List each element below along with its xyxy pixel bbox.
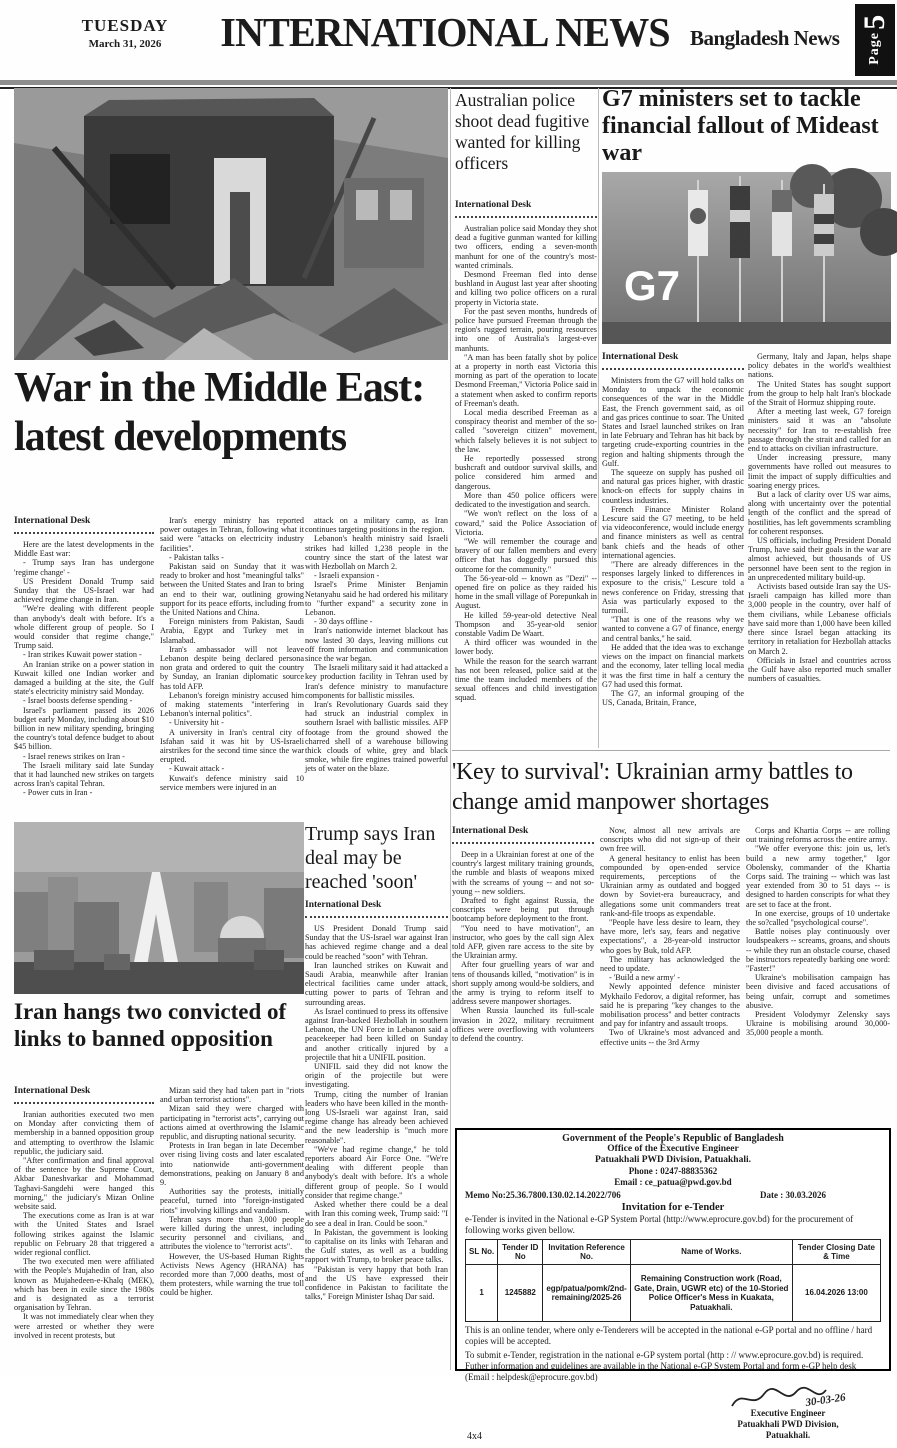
rule-thick [0,80,897,85]
tender-note-2: To submit e-Tender, registration in the national e-GP system portal (http : // www.eprocure.gov.bd) is required. Futher information and guidelines are available in the National e-GP System Portal and form e-GP help desk (Email : helpdesk@eprocure.gov.bd) [465,1350,864,1382]
paragraph: Desmond Freeman fled into dense bushland in August last year after shooting and killing two police officers on a rural property in Victoria state. [455,270,597,307]
tehran-skyline-photo [14,822,304,994]
paragraph: Asked whether there could be a deal with Iran this coming week, Trump said: "I do see a deal in Iran. Could be soon." [305,1200,448,1228]
paragraph: Trump, citing the number of Iranian leaders who have been killed in the month-long US-Israeli war against Iran, said regime change has already been achieved and the new leadership is "much more reasonable". [305,1089,448,1145]
paragraph: However, the US-based Human Rights Activists News Agency (HRANA) has recorded more than 7,000 deaths, most of them protesters, while warning the true toll could be higher. [160,1251,304,1298]
paragraph: Officials in Israel and countries across the Gulf have also reported much smaller numbers of casualties. [748,655,891,684]
tender-title: Invitation for e-Tender [621,1202,725,1213]
paragraph: Ministers from the G7 will hold talks on Monday to unpack the economic consequences of the war in the Middle East, the French government said, as oil and gas prices continue to soar. The United States and Israel launched strikes on Iran in late February and Tehran has hit back by targeting crude-exporting countries in the region and halting shipments through the Gulf. [602,376,744,468]
tender-corner-mark: 4x4 [467,1431,482,1442]
g7-column-2 [748,352,891,746]
paragraph: The Israeli military said late Sunday that it had launched new strikes on targets across Iran's capital Tehran. [14,760,154,789]
paragraph: The executions come as Iran is at war with the United States and Israel following strikes against the Islamic republic on February 28 that triggered a wider regional conflict. [14,1211,154,1258]
tender-col-sl: SL No. [466,1240,498,1265]
tender-date: Date : 30.03.2026 [760,1190,826,1200]
paragraph: "Pakistan is very happy that both Iran and the US have expressed their confidence in Pakistan to facilitate the talks," Foreign Minister Ishaq Dar said. [305,1264,448,1302]
paragraph: Mizan said they had taken part in "riots and urban terrorist actions". [160,1086,304,1105]
paragraph: "People have less desire to learn, they have more, let's say, fears and negative expectations", a 28-year-old instructor who goes by Buk, told AFP. [600,918,740,955]
tender-email: Email : ce_patua@pwd.gov.bd [614,1177,732,1187]
paragraph: Israel's parliament passed its 2026 budget early Monday, including about $10 billion in new military spending, bringing the country's total defence budget to about $45 billion. [14,705,154,752]
paragraph: A general hesitancy to enlist has been compounded by open-ended service requirements, perceptions of the Ukrainian army as outdated and bogged down by Soviet-era bureaucracy, and allegations some unit commanders treat rank-and-file troops as expendable. [600,853,740,918]
paragraph: Ukraine's mobilisation campaign has been divisive and faced accusations of being unfair, corrupt and sometimes abusive. [746,973,890,1010]
tender-cell-ref: egp/patua/pomk/2nd-remaining/2025-26 [543,1265,630,1322]
tender-intro: e-Tender is invited in the National e-GP System Portal (http://www.eprocure.gov.bd) for the procurement of following works given bellow. [465,1214,854,1235]
paragraph: The Israeli military said it had attacked a key production facility in Tehran used by Iran's defence ministry to manufacture components for ballistic missiles. [305,663,448,700]
paragraph: A third officer was wounded in the lower body. [455,638,597,657]
tender-office-line: Office of the Executive Engineer [607,1144,739,1154]
paragraph: As Israel continued to press its offensive against Iran-backed Hezbollah in southern Lebanon, the UN Force in Lebanon said a peacekeeper had been killed on Sunday and another critically injured by a projectile that hit a UNIFIL position. [305,1006,448,1062]
g7-photo-overlay-text: G7 [624,262,681,309]
ukraine-column-1 [452,850,594,1122]
tender-memo-no: Memo No:25.36.7800.130.02.14.2022/706 [465,1190,621,1200]
g7-column-1 [602,376,744,746]
paragraph: French Finance Minister Roland Lescure said the G7 meeting, to be held via videoconference, would include energy and finance ministers as well as central bank chiefs and the heads of other international agencies. [602,504,744,560]
paragraph: Local media described Freeman as a conspiracy theorist and member of the so-called "sovereign citizen" movement, which falsely believes it is not subject to the law. [455,408,597,454]
page-title: INTERNATIONAL NEWS [220,9,670,55]
paragraph: Lebanon's foreign ministry accused him of making statements "interfering in Lebanon's internal politics". [160,690,304,719]
australia-headline: Australian police shoot dead fugitive wanted for killing officers [455,90,590,173]
war-headline: War in the Middle East: latest developments [14,365,425,460]
paragraph: Australian police said Monday they shot dead a fugitive gunman wanted for killing two officers, ending a seven-month manhunt for one of the country's most-wanted criminals. [455,224,597,270]
signature-division: Patuakhali PWD Division, [737,1419,839,1429]
page-number: 5 [858,15,891,31]
paragraph: Iran launched strikes on Kuwait and Saudi Arabia, meanwhile after Iranian electrical facilities came under attack, cutting power to parts of Tehran and surrounding areas. [305,960,448,1007]
paragraph: Iran's ambassador will not leave Lebanon despite being declared persona non grata and ordered to quit the country by Sunday, an Iranian diplomatic source has told AFP. [160,644,304,691]
tender-table-row [466,1265,881,1322]
paragraph: Iran's nationwide internet blackout has now lasted 30 days, leaving millions cut off from information and communication since the war began. [305,626,448,664]
paragraph: While the reason for the search warrant has not been released, police said at the time the team included members of the sexual offences and child investigation squad. [455,656,597,703]
paragraph: President Volodymyr Zelensky says Ukraine is mobilising around 30,000-35,000 people a month. [746,1010,890,1038]
paragraph: - Power cuts in Iran - [23,788,93,798]
war-damage-photo [14,88,448,360]
newspaper-brand: Bangladesh News [690,26,840,50]
paragraph: After a meeting last week, G7 foreign ministers said it was an "absolute necessity" for Iran to re-establish free passage through the strait and called for an end to attacks on civilian infrastructure. [748,407,891,454]
tender-table-header-row [466,1240,881,1265]
paragraph: Iranian authorities executed two men on Monday after convicting them of membership in a banned opposition group and attempting to overthrow the Islamic republic, the judiciary said. [14,1110,154,1156]
ukraine-column-3 [746,826,890,1122]
tender-cell-closing: 16.04.2026 13:00 [792,1265,880,1322]
tender-col-closing: Tender Closing Date & Time [792,1240,880,1265]
signature-place: Patuakhali. [765,1430,811,1440]
paragraph: Kuwait's defence ministry said 10 service members were injured in an [160,773,304,792]
paragraph: Protests in Iran began in late December over rising living costs and later escalated into nationwide anti-government demonstrations, peaking on January 8 and 9. [160,1141,304,1188]
paragraph: A university in Iran's central city of Isfahan said it was hit by US-Israeli airstrikes for the second time since the war erupted. [160,727,304,765]
paragraph: - Pakistan talks - [169,552,224,562]
paragraph: Drafted to fight against Russia, the conscripts were being put through bootcamp before deployment to the front. [452,896,594,924]
paragraph: Mizan said they were charged with participating in "terrorist acts", carrying out actions aimed at overthrowing the Islamic republic, and disrupting national security. [160,1104,304,1142]
signature-title: Executive Engineer [750,1408,826,1418]
paragraph: US officials, including President Donald Trump, have said their goals in the war are almost achieved, but thousands of US personnel have been sent to the region in an unprecedented military build-up. [748,536,891,582]
paragraph: The military has acknowledged the need to update. [600,954,740,974]
paragraph: "There are already differences in the responses largely linked to differences in exposure to the crisis," Lescure told a news conference on Friday, stressing that Asia was particularly exposed to the turmoil. [602,560,744,616]
masthead [0,0,897,78]
paragraph: Two of Ukraine's most advanced and effective units -- the 3rd Army [600,1028,740,1047]
paragraph: Activists based outside Iran say the US-Israeli campaign has killed more than 3,000 people in the country, over half of them civilians, while Lebanese officials have said more than 1,000 have been killed there since Israel began attacking its territory in retaliation for Hezbollah attacks on March 2. [748,582,891,656]
paragraph: - 30 days offline - [314,617,373,627]
paragraph: For the past seven months, hundreds of police have pursued Freeman through the region's rugged terrain, pouring resources into one of Australia's largest-ever manhunts. [455,306,597,353]
paragraph: - Kuwait attack - [169,764,225,774]
paragraph: - Iran strikes Kuwait power station - [23,650,142,660]
paragraph: Pakistan said on Sunday that it was ready to broker and host "meaningful talks" between the United States and Iran to bring an end to their war, outlining growing support for its peace efforts, including from the United Nations and China. [160,562,304,618]
paragraph: He killed 59-year-old detective Neal Thompson and 35-year-old senior constable Vadim De Waart. [455,610,597,638]
paragraph: - 'Build a new army' - [609,973,680,983]
masthead-date: March 31, 2026 [88,38,162,50]
war-byline: International Desk [14,516,154,534]
paragraph: It was not immediately clear when they were arrested or whether they were involved in recent protests, but [14,1312,154,1340]
paragraph: Deep in a Ukrainian forest at one of the country's largest military training grounds, the rumble and blasts of weapons mixed with the screams of young -- and not so-young -- new soldiers. [452,850,594,896]
tender-gov-line: Government of the People's Republic of Bangladesh [562,1133,784,1144]
tender-col-works: Name of Works. [630,1240,792,1265]
ukraine-headline: 'Key to survival': Ukrainian army battles to change amid manpower shortages [452,759,853,815]
tender-col-ref: Invitation Reference No. [543,1240,630,1265]
paragraph: Battle noises play continuously over loudspeakers -- screams, groans, and shouts -- while they run an obstacle course, chased be instructors repeatedly barking one word: "Faster!" [746,927,890,974]
paragraph: Now, almost all new arrivals are conscripts who did not sign-up of their own free will. [600,826,740,854]
tender-cell-id: 1245882 [498,1265,543,1322]
paragraph: But a lack of clarity over US war aims, along with uncertainty over the potential length of the conflict and the spread of hostilities, has left governments scrambling for coherent responses. [748,490,891,536]
paragraph: US President Donald Trump said Sunday that the US-Israel war had achieved regime change in Iran. [14,576,154,605]
paragraph: After four gruelling years of war and tens of thousands killed, "motivation" is in short supply among would-be soldiers, and the army is trying to reform itself to address severe manpower shortages. [452,960,594,1007]
paragraph: attack on a military camp, as Iran continues targeting positions in the region. [305,516,448,535]
page-number-box [855,4,895,76]
paragraph: "After confirmation and final approval of the sentence by the Supreme Court, Akbar Daneshvarkar and Mohammad Taghavi-Sangdehi were hanged this morning," the judiciary's Mizan Online website said. [14,1156,154,1212]
paragraph: "You need to have motivation", an instructor, who goes by the call sign Alex told AFP, given rare access to the site by the Ukrainian army. [452,923,594,961]
paragraph: US President Donald Trump said Sunday that the US-Israel war against Iran has achieved regime change and a deal could be reached "soon" with Tehran. [305,924,448,961]
paragraph: "We will remember the courage and bravery of our fallen members and every officer that has doggedly pursued this outcome for the community." [455,536,597,574]
paragraph: Israel's Prime Minister Benjamin Netanyahu said he had ordered his military to "further expand" a security zone in Lebanon. [305,580,448,618]
tender-signature-block [713,1386,863,1441]
g7-byline: International Desk [602,352,744,370]
paragraph: "That is one of the reasons why we wanted to convene a G7 of finance, energy and central banks," he said. [602,615,744,643]
signature-handwritten-date: 30-03-26 [804,1391,847,1409]
tender-division-line: Patuakhali PWD Division, Patuakhali. [595,1155,751,1165]
tender-phone: Phone : 0247-88835362 [628,1166,718,1176]
column-divider-left [450,88,451,1370]
g7-flags-photo [602,172,891,344]
paragraph: - Israeli expansion - [314,571,380,581]
tender-notice [455,1128,891,1442]
paragraph: Germany, Italy and Japan, helps shape policy debates in the world's wealthiest nations. [748,352,891,380]
paragraph: "We offer everyone this: join us, let's build a new army together," Igor Obolensky, commander of the Khartia Corps said. The training -- which was last year extended from 30 to 51 days -- is designed to harden conscripts for what they are set to face at the front. [746,844,890,909]
ukraine-column-2 [600,826,740,1122]
tehran-skyline-photo-art [14,822,304,994]
paragraph: "We won't reflect on the loss of a coward," said the Police Association of Victoria. [455,509,597,537]
trump-column [305,924,448,1370]
paragraph: In Pakistan, the government is looking to capitalise on its links with Teharan and the Gulf states, as well as a budding rapport with Trump, to broker peace talks. [305,1227,448,1265]
tender-cell-works: Remaining Construction work (Road, Gate, Drain, UGWR etc) of the 10-Storied Police Officer's Mess in Kuakata, Patuakhali. [630,1265,792,1322]
column-divider-mid [598,88,599,748]
war-damage-photo-art [14,88,448,360]
masthead-date-block [50,16,200,50]
paragraph: "We're dealing with different people than anybody's dealt with before. It's a whole different group of people. So I would consider that regime change," Trump said. [14,604,154,651]
iran-hangs-byline: International Desk [14,1086,154,1104]
paragraph: When Russia launched its full-scale invasion in 2022, military recruitment offices were overflowing with volunteers to defend the country. [452,1006,594,1044]
paragraph: The G7, an informal grouping of the US, Canada, Britain, France, [602,688,744,708]
paragraph: Authorities say the protests, initially peaceful, turned into "foreign-instigated riots" involving killings and vandalism. [160,1187,304,1215]
war-column-2 [160,516,304,820]
paragraph: - Israel boosts defense spending - [23,696,133,706]
trump-headline: Trump says Iran deal may be reached 'soon' [305,823,436,893]
tender-table [465,1239,881,1322]
paragraph: Under increasing pressure, many governments have rolled out measures to limit the impact of supply difficulties and soaring energy prices. [748,453,891,490]
paragraph: UNIFIL said they did not know the origin of the projectile but were investigating. [305,1062,448,1090]
paragraph: In one exercise, groups of 10 undertake the so?called "psychological course". [746,908,890,928]
paragraph: Foreign ministers from Pakistan, Saudi Arabia, Egypt and Turkey met in Islamabad. [160,617,304,645]
page-word: Page [867,32,882,65]
paragraph: More than 450 police officers were dedicated to the investigation and search. [455,490,597,510]
paragraph: Iran's energy ministry has reported power outages in Tehran, following what it said were "attacks on electricity industry facilities". [160,516,304,553]
page-number-label [860,15,890,65]
paragraph: Tehran says more than 3,000 people were killed during the unrest, including security personnel and civilians, and attributes the violence to "terrorist acts". [160,1214,304,1252]
g7-flags-photo-art [602,172,891,344]
trump-byline: International Desk [305,900,448,918]
paragraph: He reportedly possessed strong bushcraft and outdoor survival skills, and police considered him armed and dangerous. [455,454,597,491]
paragraph: "We've had regime change," he told reporters aboard Air Force One. "We're dealing with different people than anybody's dealt with before. It's a whole different group of people. So I would consider that regime change." [305,1144,448,1200]
tender-col-id: Tender ID No [498,1240,543,1265]
paragraph: The two executed men were affiliated with the People's Mujahedin of Iran, also known as Mujahedeen-e-Khalq (MEK), which has been in exile since the 1980s and is designated as a terrorist organisation by Tehran. [14,1257,154,1313]
iran-hangs-column-2 [160,1086,304,1370]
paragraph: "A man has been fatally shot by police at a property in north east Victoria this morning as part of the operation to locate Desmond Freeman," Victoria Police said in a statement when asked to confirm reports of Freeman's death. [455,352,597,408]
iran-hangs-headline: Iran hangs two convicted of links to banned opposition [14,999,287,1051]
paragraph: - Israel renews strikes on Iran - [23,751,125,761]
paragraph: Newly appointed defence minister Mykhailo Fedorov, a digital reformer, has said he is preparing "key changes to the mobilisation process" and better contracts and pay for infantry and assault troops. [600,982,740,1029]
ukraine-byline: International Desk [452,826,594,844]
paragraph: - University hit - [169,718,224,728]
paragraph: Corps and Khartia Corps -- are rolling out training reforms across the entire army. [746,826,890,845]
masthead-day: TUESDAY [81,16,169,35]
paragraph: Iran's Revolutionary Guards said they had struck an industrial complex in southern Israel with ballistic missiles. AFP footage from the ground showed the charred shell of a warehouse billowing thick clouds of white, grey and black smoke, while fire engines trained powerful jets of water on the blaze. [305,700,448,774]
paragraph: He added that the idea was to exchange views on the impact on financial markets and the economy, later telling local media it was the first time in half a century the G7 had used this format. [602,642,744,689]
section-divider [452,750,890,751]
paragraph: The squeeze on supply has pushed oil and natural gas prices higher, with drastic knock-on effects for supply chains in countless industries. [602,468,744,505]
g7-headline: G7 ministers set to tackle financial fallout of Mideast war [602,86,879,166]
tender-cell-sl: 1 [466,1265,498,1322]
paragraph: An Iranian strike on a power station in Kuwait killed one Indian worker and damaged a building at the site, the Gulf state's electricity ministry said Monday. [14,659,154,697]
paragraph: - Trump says Iran has undergone 'regime change' - [14,558,154,577]
war-column-3 [305,516,448,816]
iran-hangs-column-1 [14,1110,154,1370]
australia-column [455,224,597,746]
war-column-1 [14,540,154,820]
paragraph: The 56-year-old -- known as "Dezi" -- opened fire on police as they raided his home in the small village of Porepunkah in August. [455,573,597,611]
paragraph: Here are the latest developments in the Middle East war: [14,540,154,559]
tender-note-1: This is an online tender, where only e-Tenderers will be accepted in the national e-GP portal and no offline / hard copies will be accepted. [465,1325,873,1346]
paragraph: Lebanon's health ministry said Israeli strikes had killed 1,238 people in the country since the start of the latest war with Hezbollah on March 2. [305,534,448,572]
australia-byline: International Desk [455,200,597,218]
paragraph: The United States has sought support from the group to help halt Iran's blockade of the Strait of Hormuz shipping route. [748,379,891,408]
